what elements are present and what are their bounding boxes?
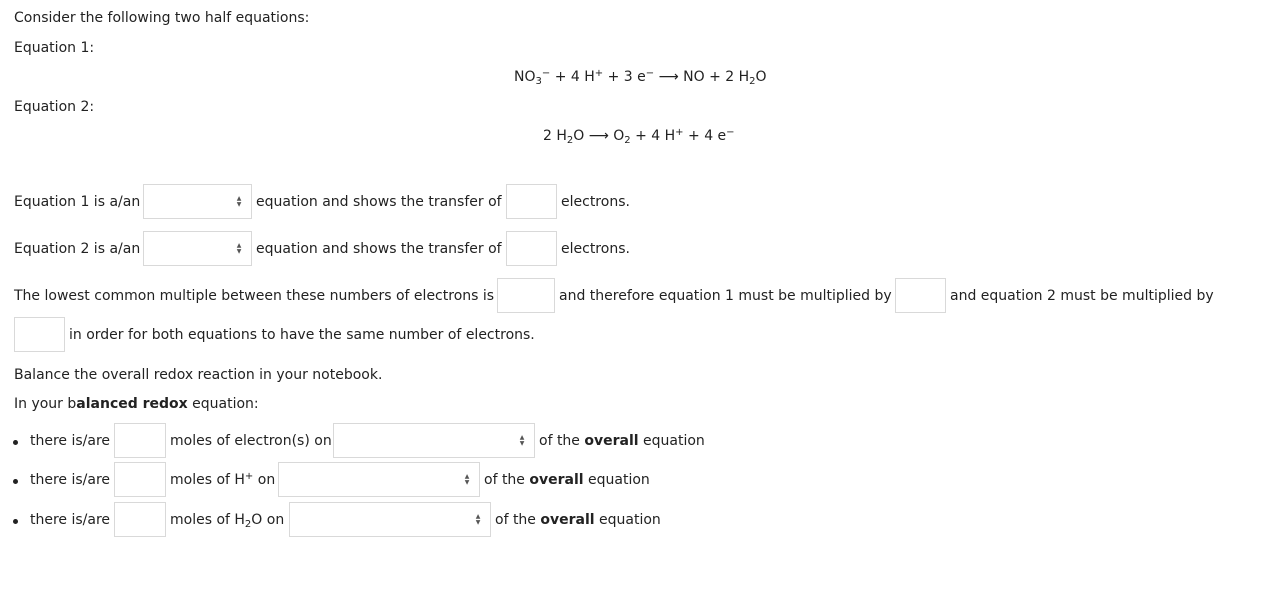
bullet-dot — [13, 440, 18, 445]
row-1-middle: equation and shows the transfer of — [256, 194, 502, 210]
balanced-heading: In your balanced redox equation: — [14, 396, 259, 412]
bullet-1-lead: there is/are — [30, 433, 111, 449]
row-2-suffix: electrons. — [561, 241, 630, 257]
row-1-prefix: Equation 1 is a/an — [14, 194, 141, 210]
bullet-1-tail: of the overall equation — [539, 433, 705, 449]
bullet-3-text: moles of $H_2O$ on — [170, 512, 285, 530]
bullet-1-text: moles of electron(s) on — [170, 433, 332, 449]
hydrogen-ion-side-select[interactable] — [278, 462, 480, 497]
bullet-3-lead: there is/are — [30, 512, 111, 528]
equation-2-label: Equation 2: — [14, 99, 95, 115]
equation-2-formula: 2 $H_2O$ ⟶ $O_2 + 4$ H+ + 4 e− — [543, 127, 735, 146]
lcm-text-4: in order for both equations to have the same number of electrons. — [69, 327, 535, 343]
updown-chevron-icon: ▲ ▼ — [236, 241, 242, 255]
bullet-dot — [13, 479, 18, 484]
equation-1-formula: $NO_3^- + 4$ H+ + 3 e− ⟶ NO + 2 $H_2O$ — [514, 68, 767, 87]
bullet-2-lead: there is/are — [30, 472, 111, 488]
bullet-3-tail: of the overall equation — [495, 512, 661, 528]
row-2-prefix: Equation 2 is a/an — [14, 241, 141, 257]
electrons-moles-input[interactable] — [114, 423, 166, 458]
equation-2-type-select[interactable] — [143, 231, 252, 266]
bullet-2-text: moles of H+ on — [170, 471, 276, 488]
lcm-text-2: and therefore equation 1 must be multiplied by — [559, 288, 892, 304]
intro-text: Consider the following two half equations: — [14, 10, 310, 26]
row-1-suffix: electrons. — [561, 194, 630, 210]
equation-2-electron-count-input[interactable] — [506, 231, 557, 266]
equation-1-label: Equation 1: — [14, 40, 95, 56]
updown-chevron-icon: ▲ ▼ — [236, 194, 242, 208]
lcm-input[interactable] — [497, 278, 555, 313]
equation-1-electron-count-input[interactable] — [506, 184, 557, 219]
row-2-middle: equation and shows the transfer of — [256, 241, 502, 257]
updown-chevron-icon: ▲ ▼ — [475, 512, 481, 526]
electrons-side-select[interactable] — [333, 423, 535, 458]
bullet-2-tail: of the overall equation — [484, 472, 650, 488]
hydrogen-ion-moles-input[interactable] — [114, 462, 166, 497]
water-moles-input[interactable] — [114, 502, 166, 537]
balance-note: Balance the overall redox reaction in your notebook. — [14, 367, 383, 383]
equation-1-multiplier-input[interactable] — [895, 278, 946, 313]
lcm-text-3: and equation 2 must be multiplied by — [950, 288, 1214, 304]
equation-1-type-select[interactable] — [143, 184, 252, 219]
lcm-text-1: The lowest common multiple between these numbers of electrons is — [14, 288, 495, 304]
water-side-select[interactable] — [289, 502, 491, 537]
updown-chevron-icon: ▲ ▼ — [464, 472, 470, 486]
bullet-dot — [13, 519, 18, 524]
updown-chevron-icon: ▲ ▼ — [519, 433, 525, 447]
equation-2-multiplier-input[interactable] — [14, 317, 65, 352]
